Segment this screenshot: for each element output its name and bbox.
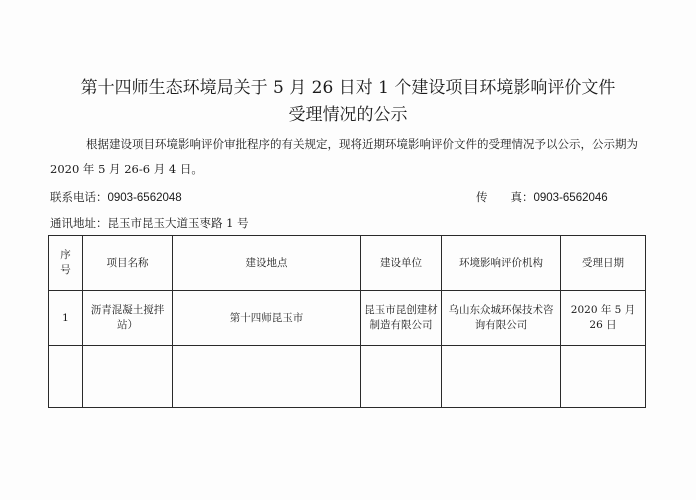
header-agency: 环境影响评价机构 xyxy=(442,236,561,291)
notice-title-line1: 第十四师生态环境局关于 5 月 26 日对 1 个建设项目环境影响评价文件 xyxy=(80,78,616,98)
header-location: 建设地点 xyxy=(173,236,361,291)
cell-seq: 1 xyxy=(49,291,83,346)
table-row-empty xyxy=(49,346,646,408)
empty-cell xyxy=(83,346,173,408)
empty-cell xyxy=(173,346,361,408)
header-seq xyxy=(49,236,83,291)
fax-value: 0903-6562046 xyxy=(533,192,608,204)
contact-phone-value: 0903-6562048 xyxy=(107,192,182,204)
empty-cell xyxy=(361,346,442,408)
header-builder: 建设单位 xyxy=(361,236,442,291)
contact-phone-label: 联系电话： xyxy=(50,190,108,204)
header-seq-line1: 序 xyxy=(60,249,71,261)
intro-text-line2: 2020 年 5 月 26-6 月 4 日。 xyxy=(50,162,203,176)
table-header-row xyxy=(49,236,646,291)
notice-title-line2: 受理情况的公示 xyxy=(288,105,408,125)
fax-label: 传 真： xyxy=(476,190,534,204)
cell-location: 第十四师昆玉市 xyxy=(173,291,361,346)
mailing-address: 通讯地址：昆玉市昆玉大道玉枣路 1 号 xyxy=(50,216,249,230)
acceptance-table xyxy=(48,235,646,408)
empty-cell xyxy=(561,346,646,408)
empty-cell xyxy=(49,346,83,408)
intro-text-line1: 根据建设项目环境影响评价审批程序的有关规定，现将近期环境影响评价文件的受理情况予以公示，公示期为 xyxy=(86,137,638,151)
header-date: 受理日期 xyxy=(561,236,646,291)
fax-number xyxy=(476,189,608,206)
empty-cell xyxy=(442,346,561,408)
header-seq-line2: 号 xyxy=(60,264,71,276)
cell-agency: 乌山东众城环保技术咨询有限公司 xyxy=(442,291,561,346)
cell-builder: 昆玉市昆创建材制造有限公司 xyxy=(361,291,442,346)
header-project-name: 项目名称 xyxy=(83,236,173,291)
contact-phone xyxy=(50,189,182,206)
table-row xyxy=(49,291,646,346)
cell-project-name: 沥青混凝土搅拌站） xyxy=(83,291,173,346)
cell-date: 2020 年 5 月 26 日 xyxy=(561,291,646,346)
